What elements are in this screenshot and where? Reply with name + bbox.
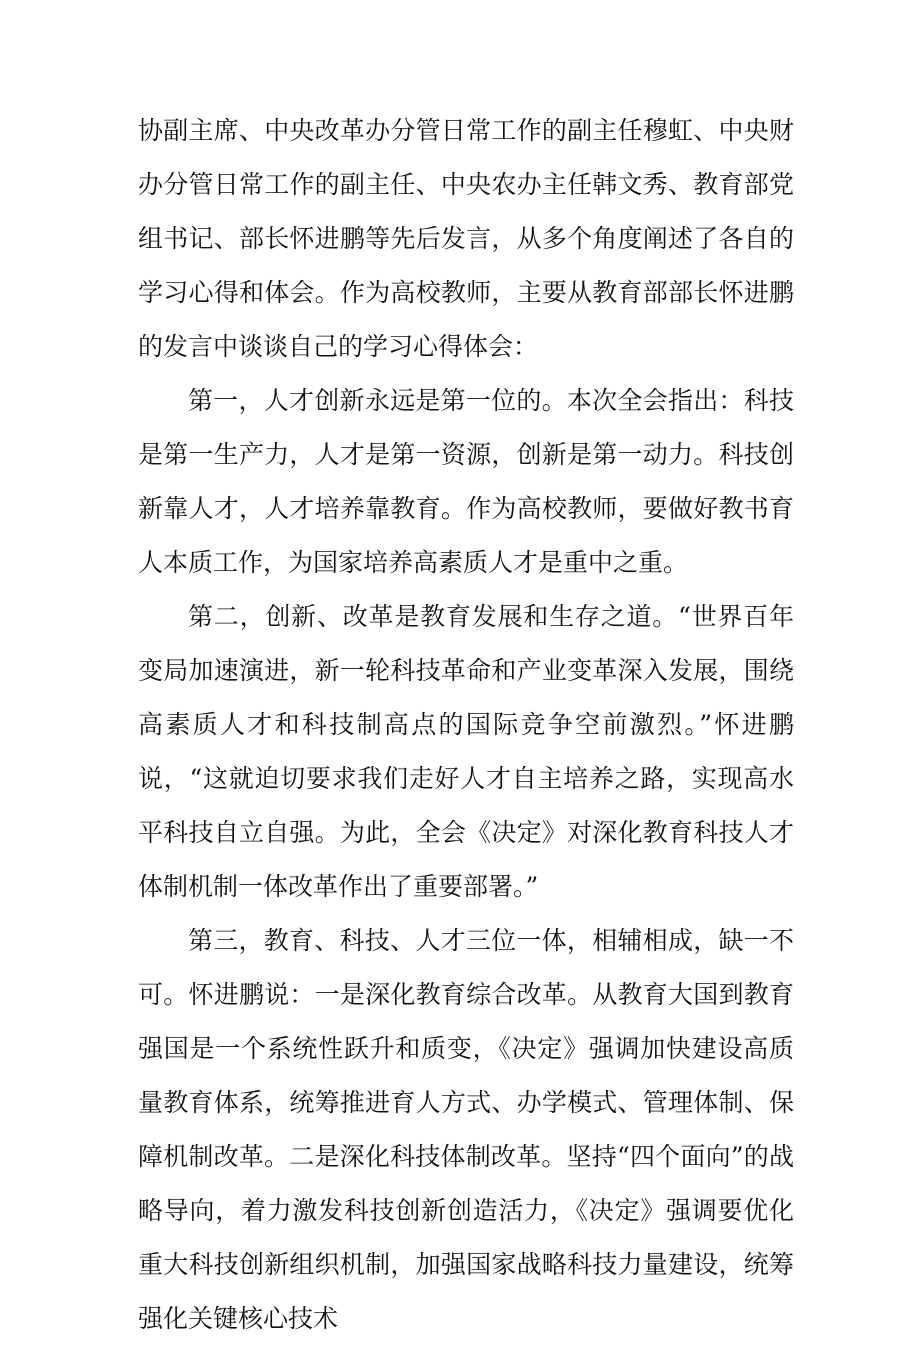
document-page <box>138 104 794 1346</box>
paragraph-third-point: 第三，教育、科技、人才三位一体，相辅相成，缺一不可。怀进鹏说：一是深化教育综合改革。从教育大国到教育强国是一个系统性跃升和质变，《决定》强调加快建设高质量教育体系，统筹推进育人方式、办学模式、管理体制、保障机制改革。二是深化科技体制改革。坚持“四个面向”的战略导向，着力激发科技创新创造活力，《决定》强调要优化重大科技创新组织机制，加强国家战略科技力量建设，统筹强化关键核心技术 <box>138 926 794 1333</box>
paragraph-intro: 协副主席、中央改革办分管日常工作的副主任穆虹、中央财办分管日常工作的副主任、中央农办主任韩文秀、教育部党组书记、部长怀进鹏等先后发言，从多个角度阐述了各自的学习心得和体会。作为高校教师，主要从教育部部长怀进鹏的发言中谈谈自己的学习心得体会： <box>138 116 794 361</box>
paragraph-first-point: 第一，人才创新永远是第一位的。本次全会指出：科技是第一生产力，人才是第一资源，创新是第一动力。科技创新靠人才，人才培养靠教育。作为高校教师，要做好教书育人本质工作，为国家培养高素质人才是重中之重。 <box>138 386 794 577</box>
paragraph-second-point: 第二，创新、改革是教育发展和生存之道。“世界百年变局加速演进，新一轮科技革命和产业变革深入发展，围绕高素质人才和科技制高点的国际竞争空前激烈。”怀进鹏说，“这就迫切要求我们走好人才自主培养之路，实现高水平科技自立自强。为此，全会《决定》对深化教育科技人才体制机制一体改革作出了重要部署。” <box>138 602 794 901</box>
